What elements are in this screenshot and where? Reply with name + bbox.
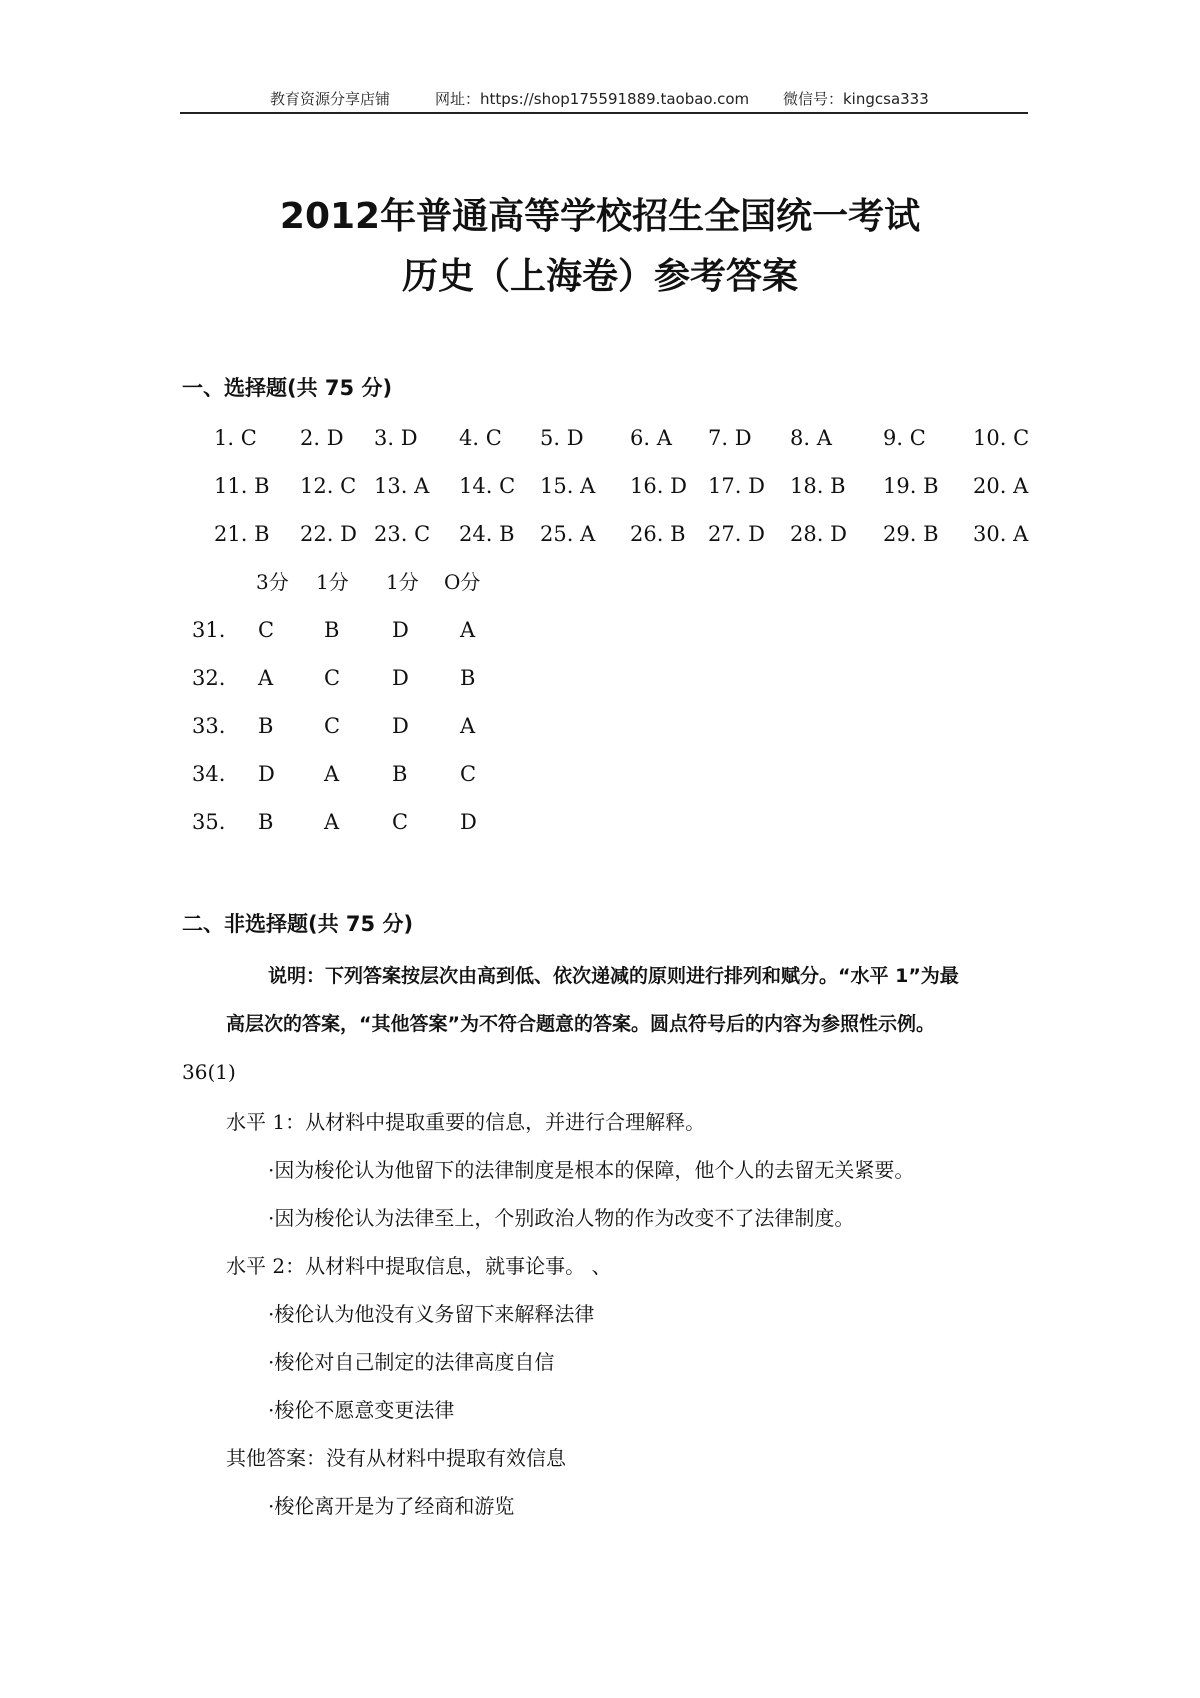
graded-answer: B — [258, 810, 274, 834]
answer-item: 11. B — [214, 474, 270, 498]
answer-item: 3. D — [374, 426, 418, 450]
graded-answer: D — [392, 618, 409, 642]
graded-answer: C — [324, 714, 341, 738]
graded-answer: D — [460, 810, 477, 834]
graded-question-number: 32. — [192, 666, 226, 690]
answer-item: 23. C — [374, 522, 431, 546]
graded-answer: A — [460, 618, 476, 642]
answer-item: 18. B — [790, 474, 846, 498]
answer-example-line: ·梭伦对自己制定的法律高度自信 — [268, 1350, 555, 1374]
note-line-1: 说明：下列答案按层次由高到低、依次递减的原则进行排列和赋分。“水平 1”为最 — [268, 965, 959, 987]
answer-item: 12. C — [300, 474, 357, 498]
question-label: 36(1) — [182, 1060, 236, 1084]
header-website: 网址：https://shop175591889.taobao.com — [435, 90, 750, 108]
graded-answer: C — [258, 618, 275, 642]
note-line-2: 高层次的答案，“其他答案”为不符合题意的答案。圆点符号后的内容为参照性示例。 — [226, 1013, 935, 1035]
section-1-heading: 一、选择题(共 75 分) — [182, 376, 393, 400]
answer-example-line: ·因为梭伦认为法律至上，个别政治人物的作为改变不了法律制度。 — [268, 1206, 855, 1230]
answer-item: 25. A — [540, 522, 596, 546]
answer-item: 7. D — [708, 426, 752, 450]
answer-item: 2. D — [300, 426, 344, 450]
answer-item: 24. B — [459, 522, 515, 546]
answer-example-line: ·梭伦离开是为了经商和游览 — [268, 1494, 515, 1518]
answer-example-line: ·因为梭伦认为他留下的法律制度是根本的保障，他个人的去留无关紧要。 — [268, 1158, 915, 1182]
answer-item: 29. B — [883, 522, 939, 546]
answer-item: 28. D — [790, 522, 847, 546]
graded-question-number: 35. — [192, 810, 226, 834]
graded-answer: C — [324, 666, 341, 690]
graded-answer: D — [258, 762, 275, 786]
answer-item: 21. B — [214, 522, 270, 546]
score-header: 1分 — [386, 570, 419, 594]
answer-level-line: 水平 1：从材料中提取重要的信息，并进行合理解释。 — [226, 1110, 706, 1134]
answer-item: 15. A — [540, 474, 596, 498]
graded-question-number: 33. — [192, 714, 226, 738]
answer-item: 22. D — [300, 522, 357, 546]
answer-example-line: ·梭伦认为他没有义务留下来解释法律 — [268, 1302, 595, 1326]
answer-item: 14. C — [459, 474, 516, 498]
answer-item: 16. D — [630, 474, 687, 498]
answer-item: 8. A — [790, 426, 832, 450]
graded-answer: A — [324, 762, 340, 786]
graded-answer: A — [460, 714, 476, 738]
graded-answer: A — [324, 810, 340, 834]
answer-item: 10. C — [973, 426, 1030, 450]
answer-level-line: 其他答案：没有从材料中提取有效信息 — [226, 1446, 566, 1470]
answer-item: 5. D — [540, 426, 584, 450]
answer-item: 17. D — [708, 474, 765, 498]
graded-question-number: 34. — [192, 762, 226, 786]
page-header — [180, 86, 1028, 114]
answer-item: 20. A — [973, 474, 1029, 498]
graded-answer: B — [324, 618, 340, 642]
document-title: 2012年普通高等学校招生全国统一考试 — [279, 196, 921, 237]
answer-item: 27. D — [708, 522, 765, 546]
header-wechat: 微信号：kingcsa333 — [783, 90, 929, 108]
graded-answer: B — [392, 762, 408, 786]
answer-example-line: ·梭伦不愿意变更法律 — [268, 1398, 455, 1422]
graded-answer: C — [460, 762, 477, 786]
answer-level-line: 水平 2：从材料中提取信息，就事论事。 、 — [226, 1254, 612, 1278]
graded-question-number: 31. — [192, 618, 226, 642]
score-header: O分 — [444, 570, 481, 594]
answer-item: 19. B — [883, 474, 939, 498]
graded-answer: D — [392, 666, 409, 690]
graded-answer: B — [460, 666, 476, 690]
graded-answer: D — [392, 714, 409, 738]
section-2-heading: 二、非选择题(共 75 分) — [182, 912, 414, 936]
graded-answer: A — [258, 666, 274, 690]
header-shop: 教育资源分享店铺 — [270, 90, 391, 108]
score-header: 3分 — [256, 570, 289, 594]
answer-item: 26. B — [630, 522, 686, 546]
graded-answer: C — [392, 810, 409, 834]
answer-item: 6. A — [630, 426, 672, 450]
answer-item: 13. A — [374, 474, 430, 498]
answer-item: 4. C — [459, 426, 502, 450]
score-header: 1分 — [316, 570, 349, 594]
answer-item: 9. C — [883, 426, 926, 450]
answer-item: 1. C — [214, 426, 257, 450]
answer-item: 30. A — [973, 522, 1029, 546]
document-subtitle: 历史（上海卷）参考答案 — [401, 256, 798, 297]
graded-answer: B — [258, 714, 274, 738]
